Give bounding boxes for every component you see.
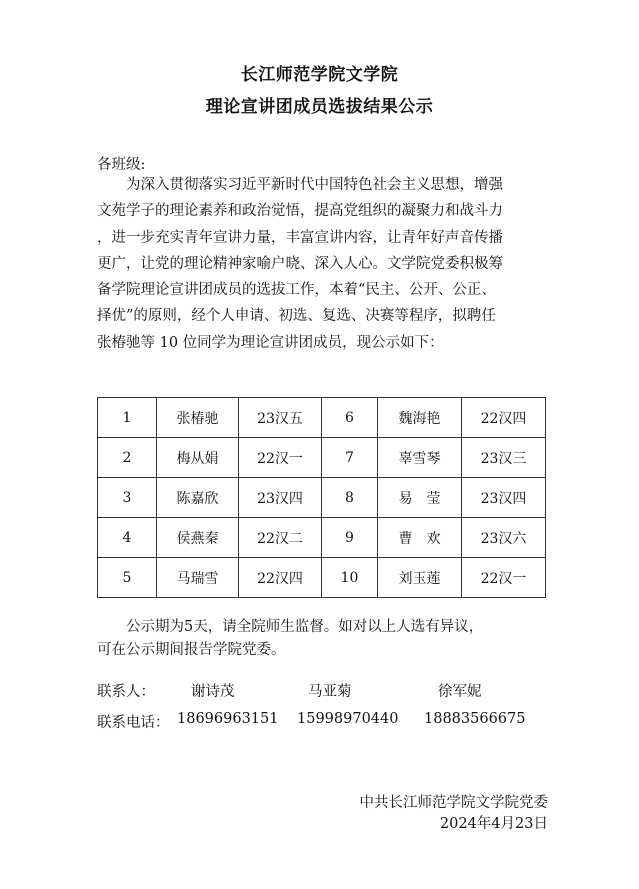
table-row xyxy=(98,558,546,598)
member-class: 23汉五 xyxy=(239,398,322,438)
member-class: 22汉二 xyxy=(239,518,322,558)
member-number: 4 xyxy=(98,518,157,558)
contact-phone: 18696963151 xyxy=(177,711,279,727)
phone-label: 联系电话： xyxy=(97,715,170,731)
member-number: 3 xyxy=(98,478,157,518)
body-line: 文苑学子的理论素养和政治觉悟，提高党组织的凝聚力和战斗力 xyxy=(97,203,503,220)
signature-date: 2024年4月23日 xyxy=(439,816,548,832)
body-line: 为深入贯彻落实习近平新时代中国特色社会主义思想，增强 xyxy=(97,177,503,193)
contact-name: 徐军妮 xyxy=(438,684,482,700)
notice-line: 可在公示期间报告学院党委。 xyxy=(97,642,286,658)
table-row xyxy=(98,398,546,438)
member-class: 22汉四 xyxy=(239,558,322,598)
body-line: 更广，让党的理论精神家喻户晓、深入人心。文学院党委积极筹 xyxy=(97,255,503,272)
member-name: 张椿驰 xyxy=(157,398,239,438)
member-number: 8 xyxy=(322,478,378,518)
member-class: 23汉六 xyxy=(462,518,546,558)
member-class: 22汉四 xyxy=(462,398,546,438)
members-table xyxy=(97,397,546,598)
contact-name: 谢诗茂 xyxy=(191,684,235,700)
table-row xyxy=(98,518,546,558)
members-table-body xyxy=(98,398,546,598)
member-number: 10 xyxy=(322,558,378,598)
body-line: 择优”的原则，经个人申请、初选、复选、决赛等程序，拟聘任 xyxy=(97,308,496,325)
member-class: 22汉一 xyxy=(462,558,546,598)
title-line-2: 理论宣讲团成员选拔结果公示 xyxy=(205,97,434,117)
signature-organization: 中共长江师范学院文学院党委 xyxy=(359,795,548,811)
member-class: 23汉四 xyxy=(462,478,546,518)
member-class: 22汉一 xyxy=(239,438,322,478)
member-name: 马瑞雪 xyxy=(157,558,239,598)
member-name: 曹 欢 xyxy=(378,518,462,558)
table-row xyxy=(98,478,546,518)
member-name: 梅从娟 xyxy=(157,438,239,478)
salutation: 各班级: xyxy=(97,157,146,173)
member-name: 辜雪琴 xyxy=(378,438,462,478)
contact-phone: 15998970440 xyxy=(297,711,399,727)
member-number: 2 xyxy=(98,438,157,478)
member-number: 9 xyxy=(322,518,378,558)
member-number: 7 xyxy=(322,438,378,478)
member-class: 23汉三 xyxy=(462,438,546,478)
member-name: 魏海艳 xyxy=(378,398,462,438)
title-line-1: 长江师范学院文学院 xyxy=(240,65,399,85)
contact-name: 马亚菊 xyxy=(308,684,352,700)
body-paragraph xyxy=(97,172,547,356)
member-number: 1 xyxy=(98,398,157,438)
member-number: 5 xyxy=(98,558,157,598)
body-line: 备学院理论宣讲团成员的选拔工作，本着“民主、公开、公正、 xyxy=(97,282,496,299)
member-number: 6 xyxy=(322,398,378,438)
contact-label: 联系人： xyxy=(97,684,155,700)
contact-phone: 18883566675 xyxy=(424,711,526,727)
member-name: 陈嘉欣 xyxy=(157,478,239,518)
member-name: 刘玉莲 xyxy=(378,558,462,598)
table-row xyxy=(98,438,546,478)
notice-line: 公示期为5天，请全院师生监督。如对以上人选有异议， xyxy=(97,619,484,635)
body-line: ，进一步充实青年宣讲力量，丰富宣讲内容，让青年好声音传播 xyxy=(97,229,503,246)
notice-paragraph xyxy=(97,616,547,662)
body-line: 张椿驰等 10 位同学为理论宣讲团成员，现公示如下： xyxy=(97,334,444,351)
member-name: 易 莹 xyxy=(378,478,462,518)
member-name: 侯燕秦 xyxy=(157,518,239,558)
member-class: 23汉四 xyxy=(239,478,322,518)
